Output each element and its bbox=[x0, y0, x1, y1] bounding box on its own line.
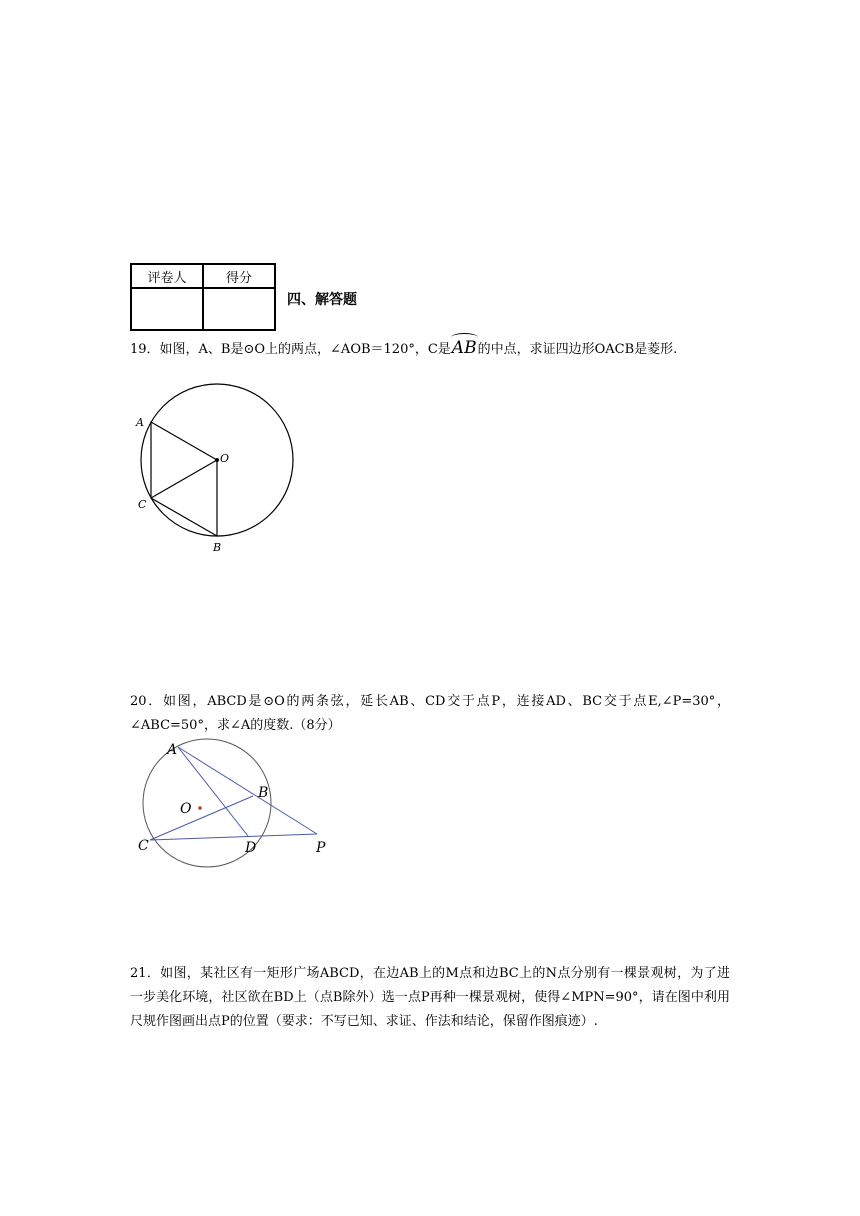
label-a: A bbox=[136, 416, 144, 429]
score-cell bbox=[203, 288, 275, 330]
label-d: D bbox=[245, 840, 257, 856]
label-c: C bbox=[138, 838, 149, 854]
figure-20 bbox=[130, 738, 340, 863]
problem-19-text-b: 的中点，求证四边形OACB是菱形. bbox=[477, 342, 678, 357]
section-title: 四、解答题 bbox=[287, 292, 357, 308]
problem-21: 21．如图，某社区有一矩形广场ABCD，在边AB上的M点和边BC上的N点分别有一棵景观树，为了进一步美化环境，社区欲在BD上（点B除外）选一点P再种一棵景观树，使得∠MPN=90°，请在图中利用尺规作图画出点P的位置（要求：不写已知、求证、作法和结论，保留作图痕迹）. bbox=[130, 966, 730, 1029]
chord-lines bbox=[150, 747, 317, 840]
label-p: P bbox=[316, 840, 326, 856]
grader-header: 评卷人 bbox=[131, 264, 203, 288]
figure-19 bbox=[130, 378, 310, 558]
grader-cell bbox=[131, 288, 203, 330]
problem-19-text-a: 19．如图，A、B是⊙O上的两点，∠AOB＝120°，C是 bbox=[130, 342, 451, 357]
arc-ab-label: AB bbox=[451, 338, 477, 358]
score-header: 得分 bbox=[203, 264, 275, 288]
problem-20: 20．如图，ABCD是⊙O的两条弦，延长AB、CD交于点P，连接AD、BC交于点E,∠P=30°，∠ABC=50°，求∠A的度数.（8分） bbox=[130, 694, 730, 733]
point-o bbox=[198, 806, 202, 810]
point-o bbox=[215, 458, 219, 462]
label-b: B bbox=[258, 785, 269, 801]
label-o: O bbox=[220, 452, 230, 465]
segment-oc bbox=[151, 460, 217, 498]
label-a: A bbox=[167, 742, 178, 758]
label-b: B bbox=[213, 541, 222, 554]
score-table bbox=[130, 263, 276, 331]
label-o: O bbox=[180, 801, 192, 817]
problem-19 bbox=[130, 336, 730, 362]
label-c: C bbox=[138, 498, 147, 511]
